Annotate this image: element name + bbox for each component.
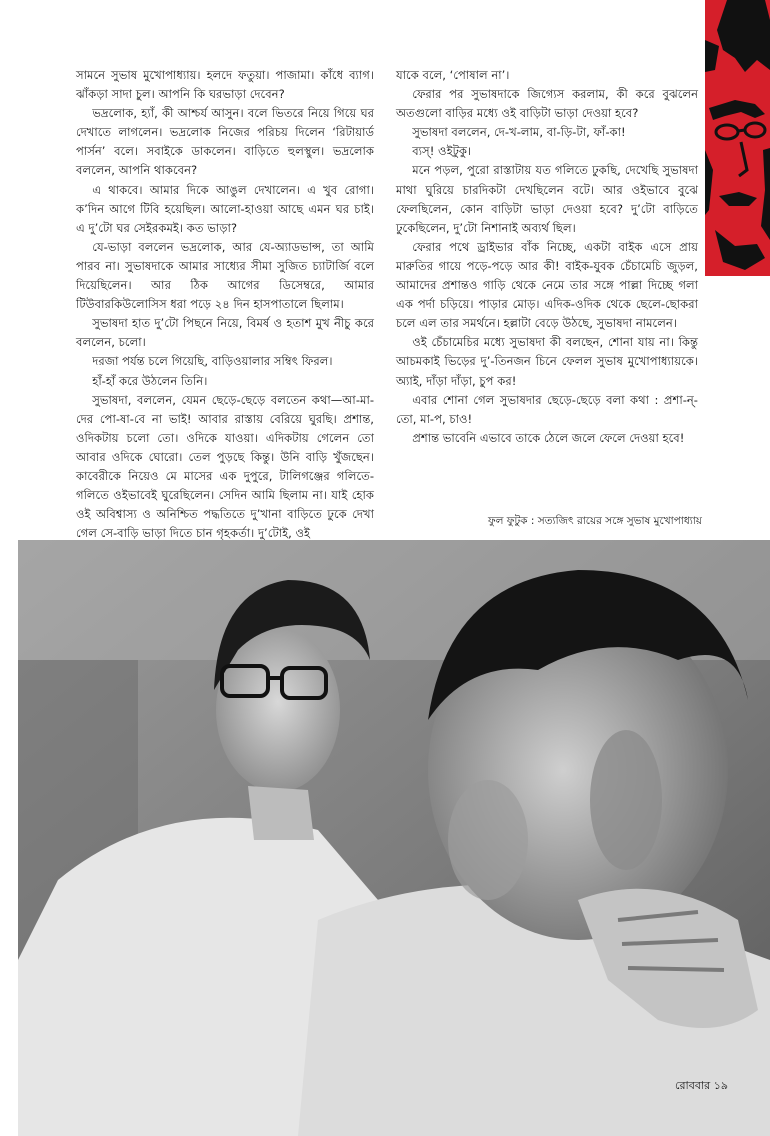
paragraph: মনে পড়ল, পুরো রাস্তাটায় যত গলিতে ঢুকছি, দেখেছি সুভাষদা মাথা ঘুরিয়ে চারদিকটা দেখছিলেন বটে। আর ওইভাবে বুঝে ফেলছিলেন, কোন বাড়িটা ভাড়া দেওয়া হবে? দু’টো বাড়িতে ঢুকেছিলেন, দু’টো নিশানাই অব্যর্থ ছিল। xyxy=(396,163,698,235)
page-number: ১৯ xyxy=(713,1079,728,1092)
magazine-name: রোববার xyxy=(675,1079,711,1092)
paragraph: ওই চেঁচামেচির মধ্যে সুভাষদা কী বলছেন, শোনা যায় না। কিন্তু আচমকাই ভিড়ের দু’-তিনজন চিনে ফেলল সুভাষ মুখোপাধ্যায়কে। অ্যাই, দাঁড়া দাঁড়া, চুপ কর! xyxy=(396,335,698,388)
paragraph: ব্যস্‌! ওইটুকু। xyxy=(412,144,472,159)
paragraph: হাঁ-হাঁ করে উঠলেন তিনি। xyxy=(92,373,208,388)
paragraph: এ থাকবে। আমার দিকে আঙুল দেখালেন। এ খুব রোগা। ক’দিন আগে টিবি হয়েছিল। আলো-হাওয়া আছে এমন ঘর চাই। এ দু’টো ঘর সেইরকমই। কত ভাড়া? xyxy=(76,182,374,235)
portrait-graphic xyxy=(705,0,770,276)
paragraph: যাকে বলে, ‘পোষাল না’। xyxy=(396,68,510,82)
paragraph: সুভাষদা বললেন, দে-খ-লাম, বা-ড়ি-টা, ফাঁ-কা! xyxy=(412,125,626,140)
paragraph: প্রশান্ত ভাবেনি এভাবে তাকে ঠেলে জলে ফেলে দেওয়া হবে! xyxy=(412,430,685,445)
paragraph: ভদ্রলোক, হ্যাঁ, কী আশ্চর্য আসুন। বলে ভিতরে নিয়ে গিয়ে ঘর দেখাতে লাগলেন। ভদ্রলোক নিজের পরিচয় দিলেন ‘রিটায়ার্ড পার্সন’ বলে। সবাইকে ডাকলেন। বাড়িতে হুলস্থুল। ভদ্রলোক বললেন, আপনি থাকবেন? xyxy=(76,106,374,178)
paragraph: ফেরার পর সুভাষদাকে জিগ্যেস করলাম, কী করে বুঝলেন অতগুলো বাড়ির মধ্যে ওই বাড়িটা ভাড়া দেওয়া হবে? xyxy=(396,87,698,121)
paragraph: সুভাষদা, বললেন, যেমন ছেড়ে-ছেড়ে বলতেন কথা—আ-মা-দের পো-ষা-বে না ভাই! আবার রাস্তায় বেরিয়ে ঘুরছি। প্রশান্ত, ওদিকটায় চলো তো। ওদিকে যাওয়া। এদিকটায় গেলেন তো আবার ওদিকে ঘোরো। তেল পুড়ছে কিন্তু। উনি বাড়ি খুঁজছেন। কাবেরীকে নিয়েও মে মাসের এক দুপুরে, টালিগঞ্জের গলিতে-গলিতে ওইভাবেই ঘুরেছিলেন। সেদিন আমি ছিলাম না। যাই হোক ওই অবিশ্বাস্য ও অনিশ্চিত পদ্ধতিতে দু’খানা বাড়িতে ঢুকে দেখা গেল সে-বাড়ি ভাড়া দিতে চান গৃহকর্তা। দু’টোই, ওই xyxy=(76,392,374,541)
article-left-column xyxy=(76,66,374,543)
article-right-column xyxy=(396,66,698,448)
red-portrait-illustration xyxy=(705,0,770,276)
paragraph: ফেরার পথে ড্রাইভার বাঁক নিচ্ছে, একটা বাইক এসে প্রায় মারুতির গায়ে পড়ে-পড়ে আর কী! বাইক-যুবক চেঁচামেচি জুড়ল, আমাদের প্রশান্তও গাড়ি থেকে নেমে তার সঙ্গে পাল্লা দিচ্ছে গলা এক পর্দা চড়িয়ে। পাড়ার মোড়। এদিক-ওদিক থেকে ছেলে-ছোকরা চলে এল তার সমর্থনে। হল্লাটা বেড়ে উঠছে, সুভাষদা নামলেন। xyxy=(396,239,698,331)
page-footer xyxy=(675,1077,728,1096)
paragraph: যে-ভাড়া বললেন ভদ্রলোক, আর যে-অ্যাডভান্স, তা আমি পারব না। সুভাষদাকে আমার সাধ্যের সীমা সুজিত চ্যাটার্জি বলে দিয়েছিলেন। আর ঠিক আগের ডিসেম্বরে, আমার টিউবারকিউলোসিস ধরা পড়ে ২৪ দিন হাসপাতালে ছিলাম। xyxy=(76,239,374,312)
black-and-white-photograph xyxy=(18,540,770,1136)
paragraph: দরজা পর্যন্ত চলে গিয়েছি, বাড়িওয়ালার সম্বিৎ ফিরল। xyxy=(92,354,333,369)
paragraph: এবার শোনা গেল সুভাষদার ছেড়ে-ছেড়ে বলা কথা : প্রশা-ন্-তো, মা-প, চাও! xyxy=(396,392,698,426)
photograph-two-men xyxy=(18,540,770,1136)
photo-caption: ফুল ফুটুক : সত্যজিৎ রায়ের সঙ্গে সুভাষ মুখোপাধ্যায় xyxy=(487,515,702,527)
paragraph: সামনে সুভাষ মুখোপাধ্যায়। হলদে ফতুয়া। পাজামা। কাঁধে ব্যাগ। ঝাঁকড়া সাদা চুল। আপনি কি ঘরভাড়া দেবেন? xyxy=(76,68,374,102)
paragraph: সুভাষদা হাত দু’টো পিছনে নিয়ে, বিমর্ষ ও হতাশ মুখ নীচু করে বললেন, চলো। xyxy=(76,316,374,350)
